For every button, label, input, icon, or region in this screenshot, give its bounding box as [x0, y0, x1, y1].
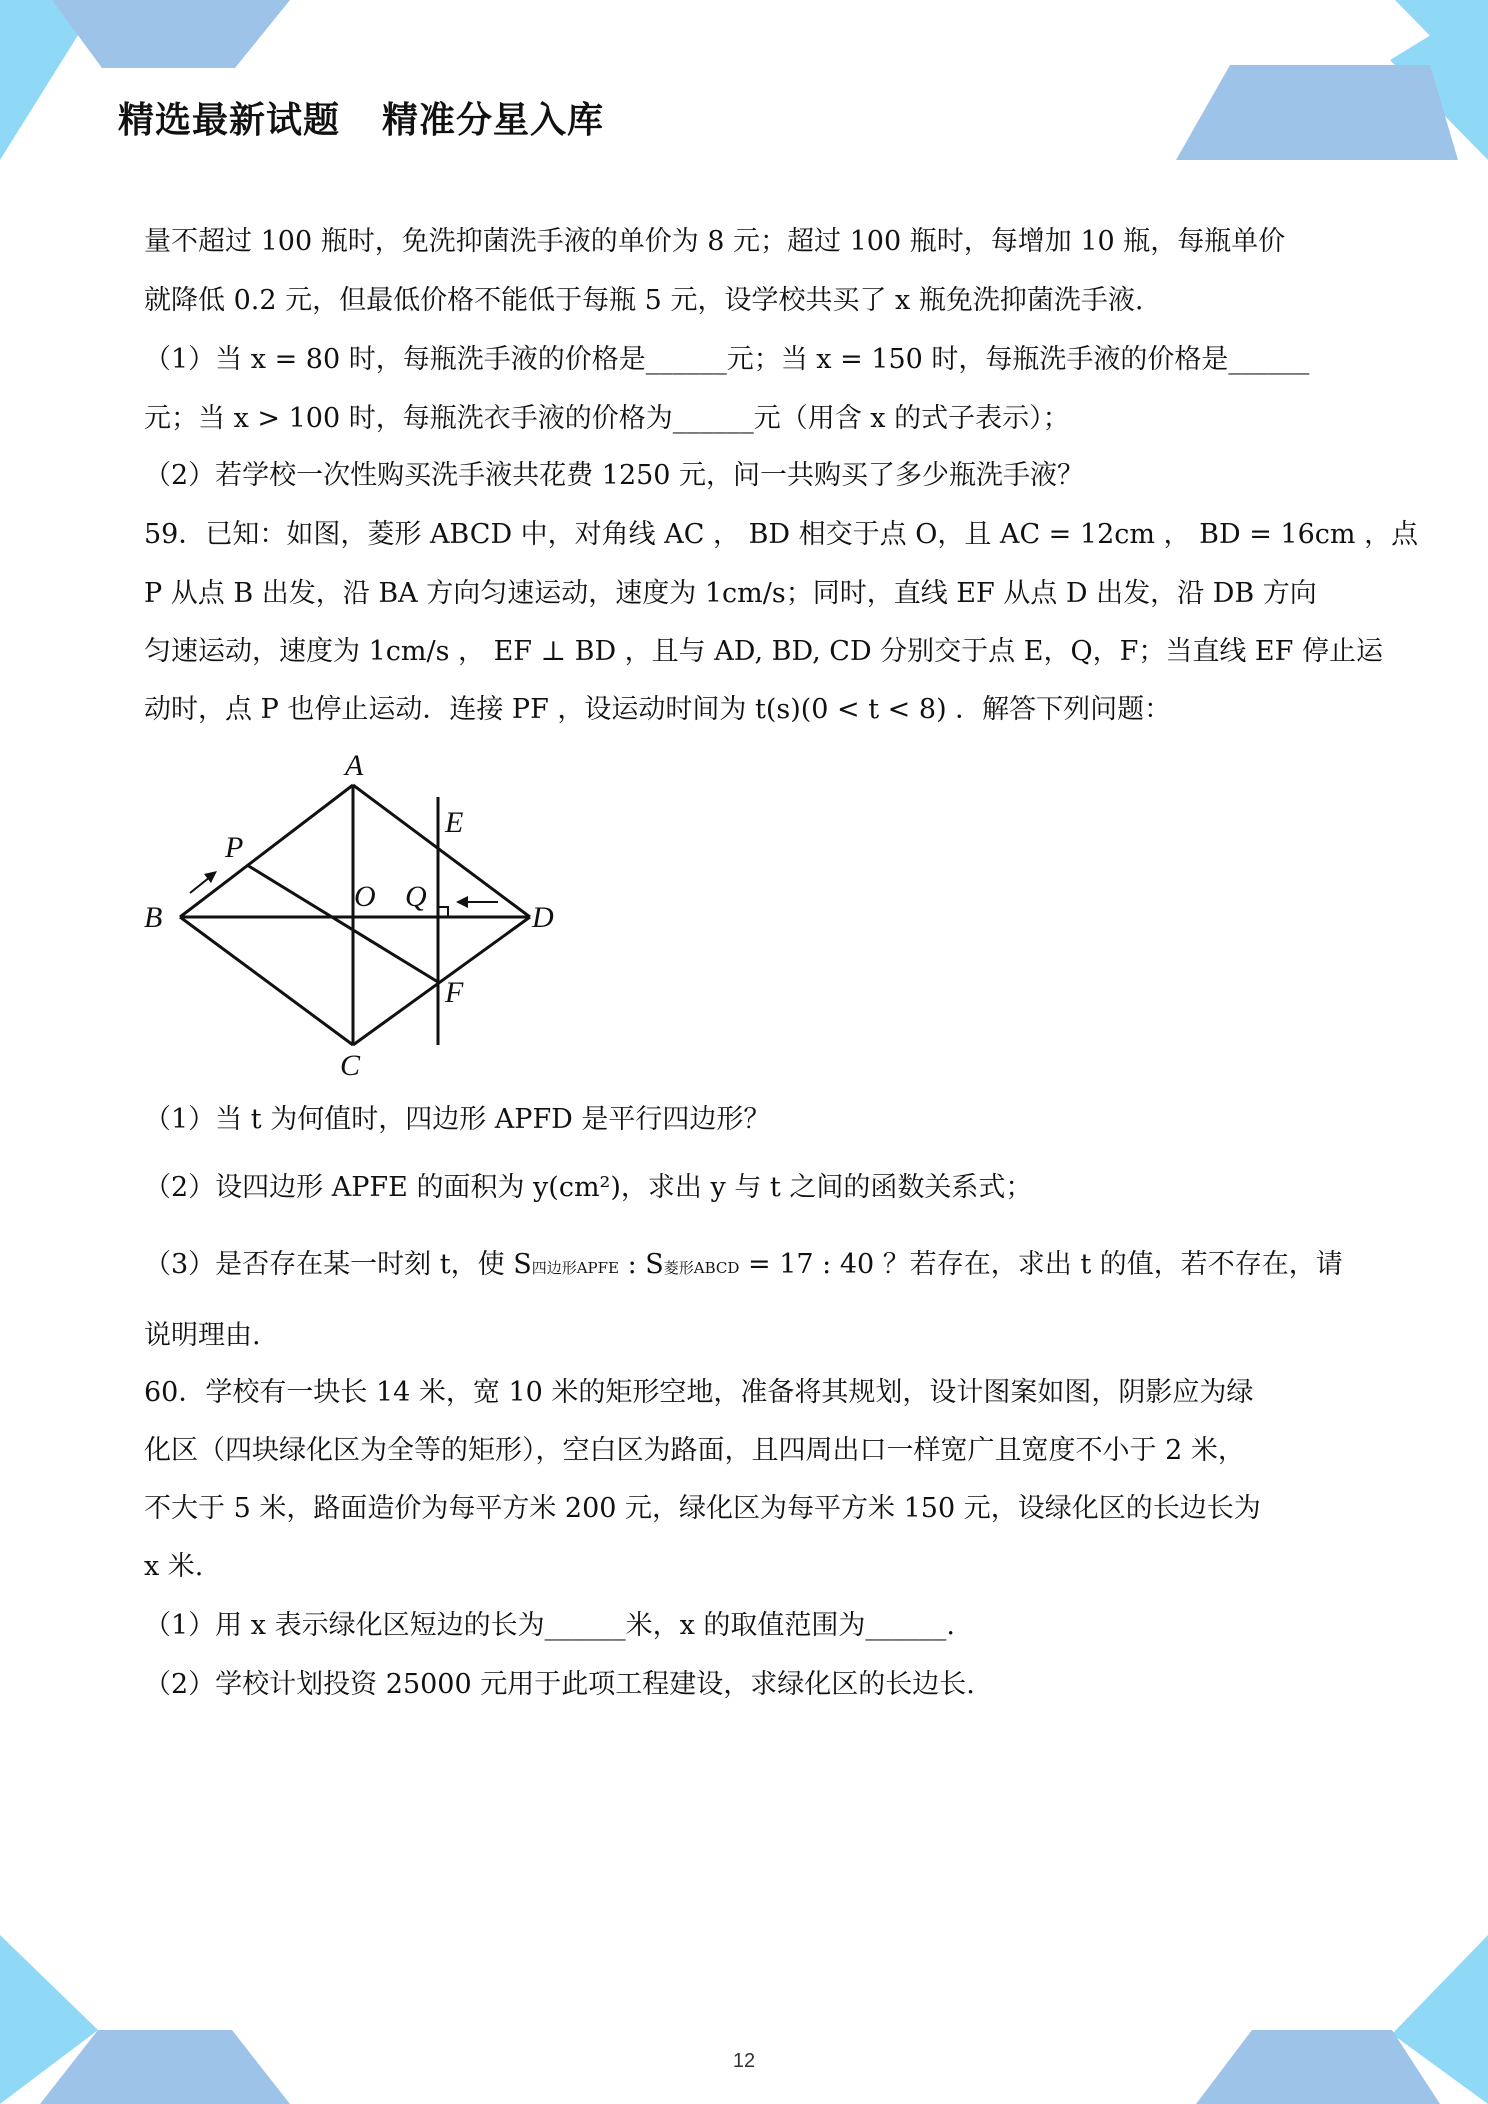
label-a: A	[345, 749, 364, 782]
rhombus-figure	[140, 745, 580, 1085]
page-number: 12	[732, 2050, 756, 2072]
text-line-1: 量不超过 100 瓶时，免洗抑菌洗手液的单价为 8 元；超过 100 瓶时，每增加 10 瓶，每瓶单价	[144, 226, 1286, 257]
text-line-3: （1）当 x = 80 时，每瓶洗手液的价格是______元；当 x = 150 时，每瓶洗手液的价格是______	[144, 344, 1310, 375]
problem-59-line-4: 动时，点 P 也停止运动．连接 PF ，设运动时间为 t(s)(0 < t < 8) ．解答下列问题：	[144, 694, 1172, 725]
label-q: Q	[405, 880, 427, 913]
header-title-right: 精准分星入库	[382, 100, 605, 141]
label-b: B	[144, 901, 163, 934]
corner-trapezoid-top-left	[52, 0, 290, 68]
problem-59-question-3	[144, 1245, 1354, 1288]
text-line-4: 元；当 x > 100 时，每瓶洗衣手液的价格为______元（用含 x 的式子表示）；	[144, 403, 1070, 434]
q3-subscript-abcd: 菱形ABCD	[663, 1259, 740, 1277]
problem-59-line-3: 匀速运动，速度为 1cm/s ， EF ⊥ BD ，且与 AD, BD, CD 分别交于点 E，Q，F；当直线 EF 停止运	[144, 636, 1383, 667]
problem-59-line-1: 59．已知：如图，菱形 ABCD 中，对角线 AC ， BD 相交于点 O，且 AC = 12cm ， BD = 16cm ，点	[144, 519, 1419, 550]
problem-60-line-4: x 米.	[144, 1551, 204, 1582]
q3-part-e: = 17 : 40 ？若存在，求出 t 的值，若不存在，请	[739, 1249, 1343, 1280]
label-c: C	[340, 1049, 361, 1082]
arrow-ef-head	[456, 896, 468, 908]
side-bc	[180, 917, 353, 1045]
side-ab	[180, 785, 353, 917]
label-f: F	[445, 976, 464, 1009]
q3-subscript-apfe: 四边形APFE	[531, 1259, 619, 1277]
label-p: P	[225, 831, 244, 864]
problem-60-question-1: （1）用 x 表示绿化区短边的长为______米，x 的取值范围为______.	[144, 1610, 955, 1641]
label-d: D	[532, 901, 554, 934]
side-ad	[353, 785, 530, 917]
text-line-2: 就降低 0.2 元，但最低价格不能低于每瓶 5 元，设学校共买了 x 瓶免洗抑菌洗手液.	[144, 285, 1144, 316]
q3-part-c: : S	[619, 1249, 664, 1280]
problem-60-line-3: 不大于 5 米，路面造价为每平方米 200 元，绿化区为每平方米 150 元，设绿化区的长边长为	[144, 1493, 1261, 1524]
q3-part-a: （3）是否存在某一时刻 t，使 S	[144, 1249, 532, 1280]
side-cd	[353, 917, 530, 1045]
text-line-5: （2）若学校一次性购买洗手液共花费 1250 元，问一共购买了多少瓶洗手液？	[144, 460, 1085, 491]
problem-60-question-2: （2）学校计划投资 25000 元用于此项工程建设，求绿化区的长边长.	[144, 1669, 975, 1700]
problem-59-question-2: （2）设四边形 APFE 的面积为 y(cm²)，求出 y 与 t 之间的函数关系式；	[144, 1172, 1033, 1203]
problem-60-line-1: 60．学校有一块长 14 米，宽 10 米的矩形空地，准备将其规划，设计图案如图，阴影应为绿	[144, 1377, 1254, 1408]
problem-59-question-3-cont: 说明理由.	[144, 1320, 261, 1351]
header-title-left: 精选最新试题	[118, 100, 341, 141]
corner-trapezoid-top-right	[1176, 65, 1458, 160]
label-o: O	[354, 880, 376, 913]
problem-59-question-1: （1）当 t 为何值时，四边形 APFD 是平行四边形？	[144, 1104, 771, 1135]
page-header	[118, 92, 604, 143]
problem-59-line-2: P 从点 B 出发，沿 BA 方向匀速运动，速度为 1cm/s；同时，直线 EF 从点 D 出发，沿 DB 方向	[144, 578, 1317, 609]
problem-60-line-2: 化区（四块绿化区为全等的矩形），空白区为路面，且四周出口一样宽广且宽度不小于 2 米，	[144, 1435, 1245, 1466]
label-e: E	[445, 806, 464, 839]
